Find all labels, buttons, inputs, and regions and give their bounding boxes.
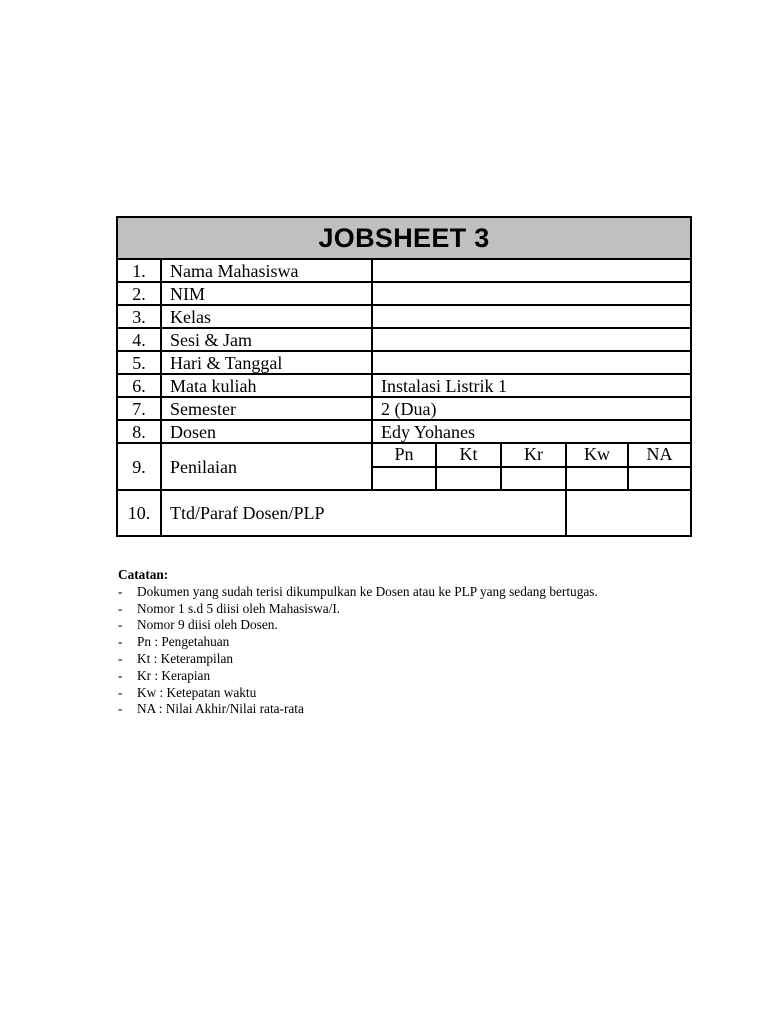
row-value: Instalasi Listrik 1	[372, 374, 691, 397]
note-item	[118, 651, 598, 668]
note-item	[118, 634, 598, 651]
note-item	[118, 584, 598, 601]
jobsheet-title: JOBSHEET 3	[117, 217, 691, 259]
note-text: Kr : Kerapian	[137, 667, 211, 683]
note-item	[118, 701, 598, 718]
score-column-kr: Kr	[501, 443, 566, 467]
row-value-field[interactable]	[372, 282, 691, 305]
notes-title: Catatan:	[118, 567, 169, 582]
jobsheet-table	[116, 216, 692, 537]
assessment-label: Penilaian	[161, 443, 372, 490]
score-input-pn[interactable]	[372, 467, 436, 490]
score-column-kw: Kw	[566, 443, 628, 467]
row-number: 7.	[117, 397, 161, 420]
score-input-kt[interactable]	[436, 467, 501, 490]
signature-row	[117, 490, 691, 536]
note-item	[118, 617, 598, 634]
score-column-na: NA	[628, 443, 691, 467]
note-text: NA : Nilai Akhir/Nilai rata-rata	[137, 701, 304, 717]
row-number: 4.	[117, 328, 161, 351]
note-bullet: -	[118, 667, 123, 683]
row-label: Mata kuliah	[161, 374, 372, 397]
note-bullet: -	[118, 600, 123, 616]
row-value-field[interactable]	[372, 328, 691, 351]
row-label: NIM	[161, 282, 372, 305]
note-text: Nomor 1 s.d 5 diisi oleh Mahasiswa/I.	[137, 600, 341, 616]
assessment-header-row	[117, 443, 691, 467]
score-input-kr[interactable]	[501, 467, 566, 490]
note-text: Nomor 9 diisi oleh Dosen.	[137, 617, 278, 633]
table-row	[117, 282, 691, 305]
row-number: 1.	[117, 259, 161, 282]
row-label: Hari & Tanggal	[161, 351, 372, 374]
row-label: Dosen	[161, 420, 372, 443]
row-value: 2 (Dua)	[372, 397, 691, 420]
row-value: Edy Yohanes	[372, 420, 691, 443]
note-text: Kw : Ketepatan waktu	[137, 684, 257, 700]
note-item	[118, 685, 598, 702]
signature-box[interactable]	[566, 490, 691, 536]
note-text: Dokumen yang sudah terisi dikumpulkan ke Dosen atau ke PLP yang sedang bertugas.	[137, 583, 598, 599]
note-bullet: -	[118, 684, 123, 700]
row-value-field[interactable]	[372, 259, 691, 282]
note-bullet: -	[118, 634, 123, 650]
table-row	[117, 397, 691, 420]
note-item	[118, 601, 598, 618]
table-row	[117, 374, 691, 397]
table-row	[117, 259, 691, 282]
note-bullet: -	[118, 617, 123, 633]
note-bullet: -	[118, 650, 123, 666]
row-label: Semester	[161, 397, 372, 420]
row-number: 2.	[117, 282, 161, 305]
score-input-na[interactable]	[628, 467, 691, 490]
note-text: Kt : Keterampilan	[137, 650, 233, 666]
notes-section	[118, 567, 598, 718]
row-number: 5.	[117, 351, 161, 374]
row-label: Nama Mahasiswa	[161, 259, 372, 282]
table-row	[117, 328, 691, 351]
note-bullet: -	[118, 701, 123, 717]
score-column-kt: Kt	[436, 443, 501, 467]
row-number: 9.	[117, 443, 161, 490]
signature-label: Ttd/Paraf Dosen/PLP	[161, 490, 566, 536]
note-bullet: -	[118, 583, 123, 599]
table-row	[117, 420, 691, 443]
row-number: 8.	[117, 420, 161, 443]
row-number: 10.	[117, 490, 161, 536]
row-value-field[interactable]	[372, 351, 691, 374]
table-row	[117, 305, 691, 328]
row-number: 3.	[117, 305, 161, 328]
table-row	[117, 351, 691, 374]
note-text: Pn : Pengetahuan	[137, 634, 230, 650]
row-label: Kelas	[161, 305, 372, 328]
score-input-kw[interactable]	[566, 467, 628, 490]
row-value-field[interactable]	[372, 305, 691, 328]
score-column-pn: Pn	[372, 443, 436, 467]
row-label: Sesi & Jam	[161, 328, 372, 351]
note-item	[118, 668, 598, 685]
row-number: 6.	[117, 374, 161, 397]
